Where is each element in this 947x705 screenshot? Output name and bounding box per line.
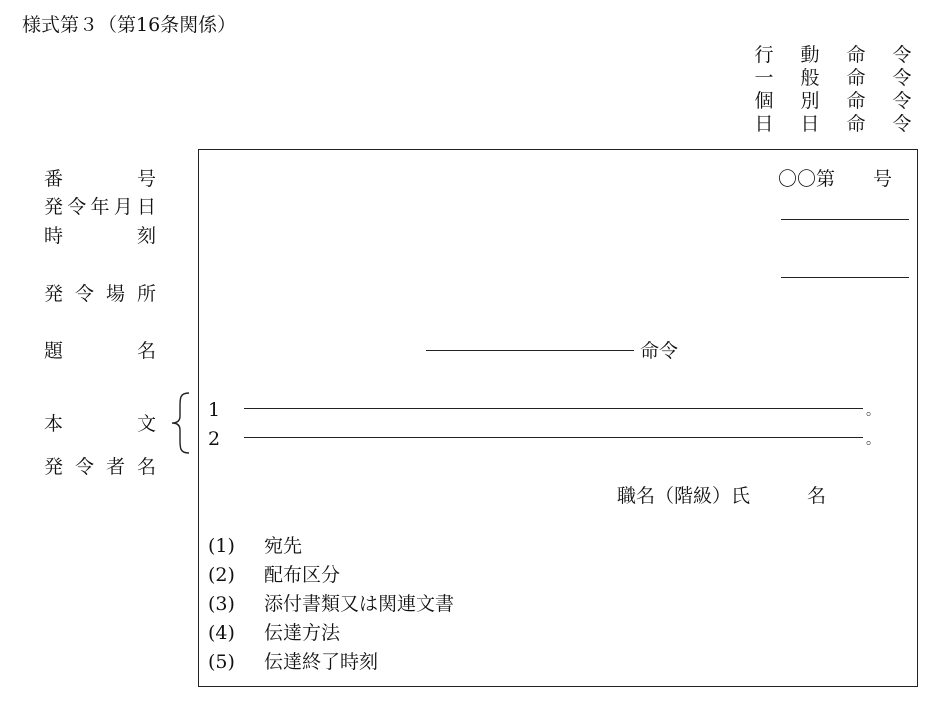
body-item-1-line[interactable] [244,408,863,409]
label-issuer: 発 令 者 名 [44,456,156,478]
order-number-value: 〇〇第 号 [778,168,893,190]
title-line[interactable] [426,350,634,351]
brace-icon [170,392,192,454]
order-type-row-3: 個 [754,90,774,112]
body-item-1-terminator: 。 [866,403,880,419]
order-type-col-2: 動 般 別 日 [800,44,820,135]
body-item-1-number: 1 [208,399,221,421]
title-suffix: 命令 [640,340,679,362]
form-title: 様式第３（第16条関係） [22,14,237,36]
note-item: (1) 宛先 [208,535,303,557]
place-line[interactable] [781,277,909,278]
order-type-col-3: 命 命 命 命 [846,44,866,135]
body-item-2-terminator: 。 [866,432,880,448]
body-item-2-line[interactable] [244,437,863,438]
label-body: 本 文 [44,413,156,435]
note-item: (5) 伝達終了時刻 [208,651,379,673]
label-place: 発 令 場 所 [44,283,156,305]
signature-line: 職名（階級）氏 名 [617,485,827,507]
label-issue-date: 発 令 年 月 日 [44,196,156,218]
order-type-col-1 [753,44,775,136]
issue-date-line[interactable] [781,219,909,220]
order-type-col-4: 令 令 令 令 [892,44,912,135]
order-type-row-2: 一 [754,67,774,89]
label-time: 時 刻 [44,225,156,247]
note-item: (3) 添付書類又は関連文書 [208,593,455,615]
label-number: 番 号 [44,168,156,190]
order-type-row-4: 日 [754,113,774,135]
label-title: 題 名 [44,340,156,362]
note-item: (2) 配布区分 [208,564,341,586]
note-item: (4) 伝達方法 [208,622,341,644]
order-type-row-1: 行 [754,44,774,66]
body-item-2-number: 2 [208,428,221,450]
